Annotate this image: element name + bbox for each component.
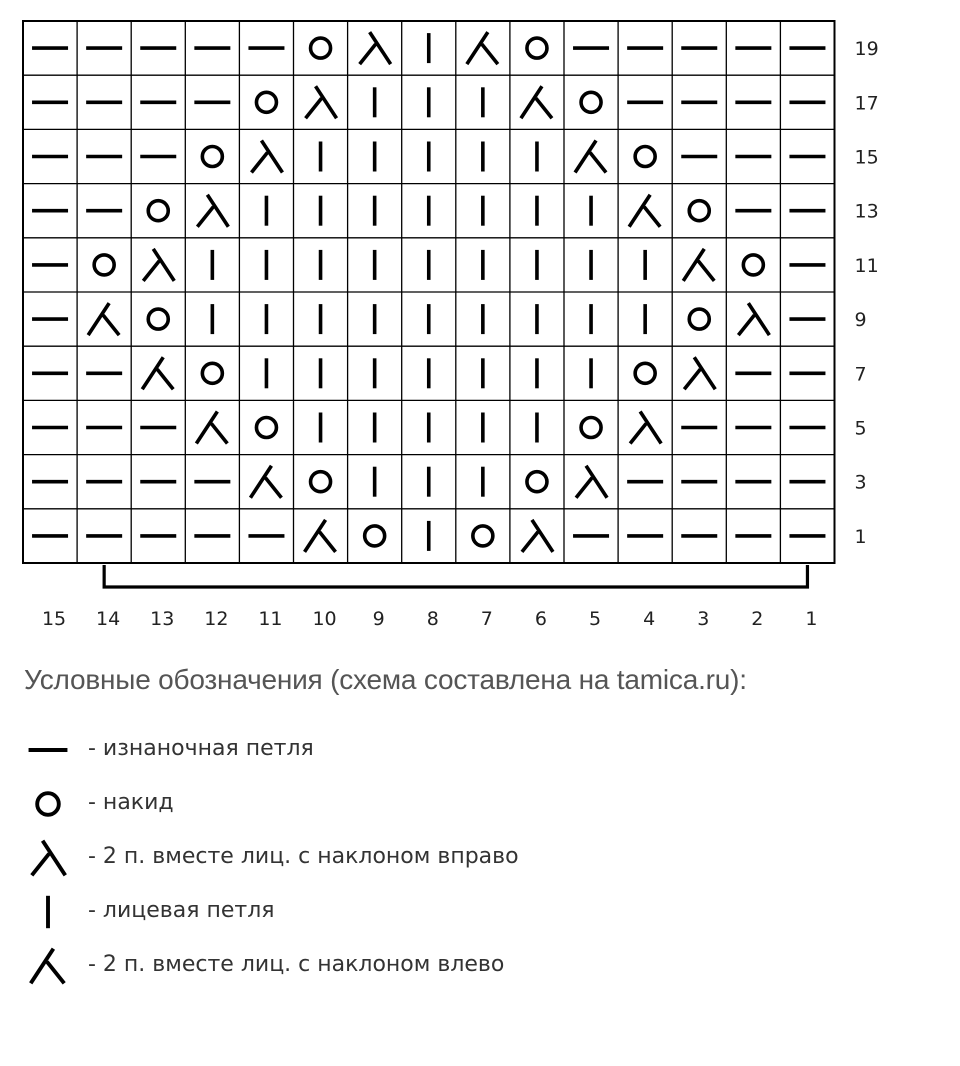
chart-cell-yo bbox=[527, 38, 547, 58]
chart-cell-yo bbox=[256, 92, 276, 112]
chart-cell-yo bbox=[635, 147, 655, 167]
chart-cell-yo bbox=[311, 472, 331, 492]
chart-cell-k2tog-left bbox=[629, 195, 660, 227]
legend-item-k2tog-right bbox=[24, 836, 724, 880]
row-number: 9 bbox=[854, 309, 867, 332]
column-number: 12 bbox=[204, 608, 229, 630]
column-number: 10 bbox=[312, 608, 337, 630]
circle-icon bbox=[24, 782, 80, 826]
legend-item-label: - изнаночная петля bbox=[88, 736, 314, 761]
chart-cell-yo bbox=[94, 255, 114, 275]
row-number: 11 bbox=[854, 254, 879, 277]
chart-cell-yo bbox=[527, 472, 547, 492]
chart-cell-yo bbox=[689, 309, 709, 329]
row-number: 13 bbox=[854, 200, 879, 223]
chart-cell-k2tog-right bbox=[306, 86, 337, 118]
legend-item-label: - 2 п. вместе лиц. с наклоном влево bbox=[88, 952, 505, 977]
right-lean-icon bbox=[24, 836, 80, 880]
row-number: 15 bbox=[854, 146, 879, 169]
column-number: 13 bbox=[150, 608, 175, 630]
column-number: 2 bbox=[751, 608, 764, 630]
legend-item-k2tog-left bbox=[24, 944, 724, 988]
chart-cell-yo bbox=[202, 363, 222, 383]
chart-cell-yo bbox=[311, 38, 331, 58]
chart-cell-k2tog-right bbox=[197, 195, 228, 227]
repeat-bracket bbox=[104, 565, 807, 587]
chart-cell-k2tog-left bbox=[305, 520, 336, 552]
row-number: 1 bbox=[854, 525, 867, 548]
chart-cell-k2tog-right bbox=[576, 466, 607, 498]
chart-cell-k2tog-left bbox=[467, 32, 498, 64]
row-number: 7 bbox=[854, 363, 867, 386]
chart-cell-k2tog-left bbox=[88, 303, 119, 335]
column-number: 9 bbox=[372, 608, 385, 630]
chart-cell-k2tog-left bbox=[683, 249, 714, 281]
column-number: 3 bbox=[697, 608, 710, 630]
legend-item-knit bbox=[24, 890, 724, 934]
chart-cell-yo bbox=[689, 201, 709, 221]
legend-item-label: - 2 п. вместе лиц. с наклоном вправо bbox=[88, 844, 519, 869]
chart-cell-k2tog-right bbox=[360, 32, 391, 64]
chart-cell-k2tog-right bbox=[143, 249, 174, 281]
column-number: 14 bbox=[96, 608, 121, 630]
chart-cell-yo bbox=[473, 526, 493, 546]
row-number: 17 bbox=[854, 92, 879, 115]
column-number: 7 bbox=[480, 608, 493, 630]
chart-cell-yo bbox=[148, 309, 168, 329]
column-number: 15 bbox=[41, 608, 67, 630]
column-number: 6 bbox=[534, 608, 547, 630]
column-number: 4 bbox=[643, 608, 656, 630]
vertical-bar-icon bbox=[24, 890, 80, 934]
chart-cell-k2tog-right bbox=[738, 303, 769, 335]
column-number: 1 bbox=[805, 608, 818, 630]
chart-cell-k2tog-left bbox=[142, 357, 173, 389]
chart-cell-k2tog-left bbox=[575, 141, 606, 173]
legend-title: Условные обозначения (схема составлена на tamica.ru): bbox=[24, 664, 747, 695]
lambda-icon bbox=[24, 944, 80, 988]
chart-cell-yo bbox=[148, 201, 168, 221]
chart-cell-k2tog-left bbox=[250, 466, 281, 498]
column-number: 11 bbox=[258, 608, 283, 630]
legend-item-yo bbox=[24, 782, 724, 826]
chart-cell-k2tog-left bbox=[521, 86, 552, 118]
row-number: 3 bbox=[854, 471, 867, 494]
chart-cell-k2tog-left bbox=[196, 412, 227, 444]
chart-cell-k2tog-right bbox=[684, 357, 715, 389]
chart-cell-k2tog-right bbox=[522, 520, 553, 552]
chart-cell-k2tog-right bbox=[630, 412, 661, 444]
dash-icon bbox=[24, 728, 80, 772]
legend-item-label: - накид bbox=[88, 790, 174, 815]
chart-cell-yo bbox=[365, 526, 385, 546]
chart-cell-yo bbox=[256, 418, 276, 438]
legend-item-label: - лицевая петля bbox=[88, 898, 275, 923]
chart-cell-yo bbox=[581, 418, 601, 438]
column-number: 8 bbox=[426, 608, 439, 630]
chart-cell-k2tog-right bbox=[251, 141, 282, 173]
column-number: 5 bbox=[589, 608, 602, 630]
chart-cell-yo bbox=[581, 92, 601, 112]
legend-item-purl bbox=[24, 728, 724, 772]
row-number: 19 bbox=[854, 38, 879, 61]
chart-cell-yo bbox=[202, 147, 222, 167]
chart-cell-yo bbox=[743, 255, 763, 275]
row-number: 5 bbox=[854, 417, 867, 440]
chart-cell-yo bbox=[635, 363, 655, 383]
